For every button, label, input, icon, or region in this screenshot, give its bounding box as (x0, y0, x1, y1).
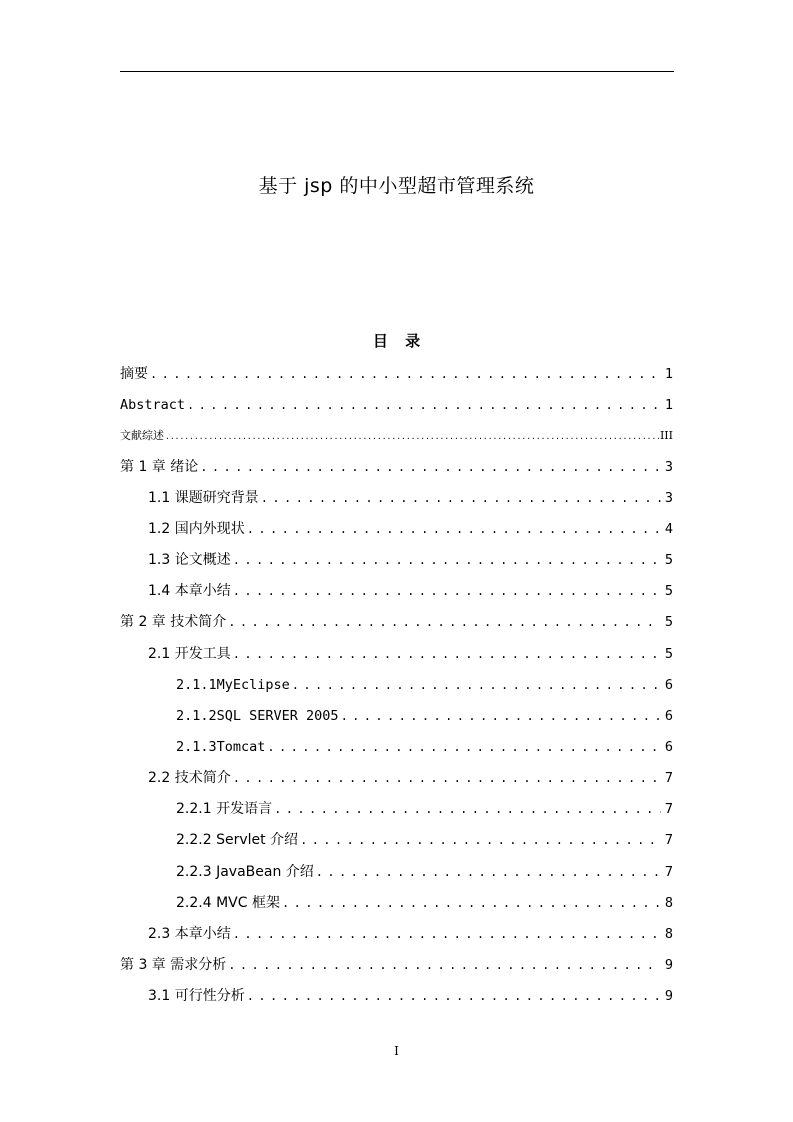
toc-entry-2-1-3[interactable] (176, 737, 673, 757)
toc-entry-1-4[interactable] (148, 581, 673, 601)
toc-dot-leader (282, 893, 661, 913)
toc-entry-chapter-1[interactable] (120, 457, 673, 477)
toc-entry-2-2[interactable] (148, 768, 673, 788)
toc-entry-label: 2.1.2SQL SERVER 2005 (176, 708, 339, 724)
toc-entry-3-1[interactable] (148, 986, 673, 1006)
toc-entry-2-2-1[interactable] (176, 799, 673, 819)
toc-dot-leader (316, 862, 661, 882)
toc-entry-page: 5 (664, 614, 673, 630)
toc-entry-label: 1.1 课题研究背景 (148, 490, 259, 506)
toc-entry-page: III (659, 429, 673, 442)
document-title: 基于 jsp 的中小型超市管理系统 (258, 175, 535, 197)
toc-entry-label: 2.3 本章小结 (148, 926, 231, 942)
toc-heading: 目 录 (372, 332, 427, 350)
toc-entry-label: 1.3 论文概述 (148, 552, 231, 568)
toc-entry-page: 9 (664, 988, 673, 1004)
toc-entry-page: 3 (664, 490, 673, 506)
toc-entry-label: 2.2.4 MVC 框架 (176, 895, 280, 911)
toc-entry-label: 2.2 技术简介 (148, 770, 231, 786)
toc-entry-2-3[interactable] (148, 924, 673, 944)
toc-entry-label: 2.2.2 Servlet 介绍 (176, 832, 299, 848)
toc-entry-1-1[interactable] (148, 488, 673, 508)
toc-entry-label: 2.1.1MyEclipse (176, 677, 290, 693)
toc-entry-1-3[interactable] (148, 550, 673, 570)
toc-entry-2-2-4[interactable] (176, 893, 673, 913)
toc-dot-leader (341, 706, 661, 726)
toc-entry-page: 6 (664, 708, 673, 724)
toc-dot-leader (233, 581, 661, 601)
toc-entry-2-2-2[interactable] (176, 830, 673, 850)
toc-entry-chapter-2[interactable] (120, 612, 673, 632)
toc-dot-leader (228, 955, 661, 975)
toc-entry-page: 6 (664, 739, 673, 755)
toc-entry-label: 1.4 本章小结 (148, 583, 231, 599)
toc-entry-page: 8 (664, 895, 673, 911)
toc-entry-label: 2.2.3 JavaBean 介绍 (176, 864, 314, 880)
toc-dot-leader (233, 924, 661, 944)
toc-dot-leader (274, 799, 661, 819)
toc-entry-label: 第 2 章 技术简介 (120, 614, 227, 630)
toc-entry-abstract-en[interactable] (120, 395, 673, 415)
toc-entry-abstract-cn[interactable] (120, 364, 673, 384)
toc-entry-label: 文献综述 (120, 429, 164, 442)
toc-dot-leader (247, 986, 661, 1006)
toc-entry-page: 5 (664, 583, 673, 599)
toc-entry-label: 第 3 章 需求分析 (120, 957, 227, 973)
toc-entry-label: 2.1.3Tomcat (176, 739, 266, 755)
toc-entry-2-1-2[interactable] (176, 706, 673, 726)
toc-entry-page: 7 (664, 832, 673, 848)
toc-entry-label: 1.2 国内外现状 (148, 521, 245, 537)
toc-entry-label: 3.1 可行性分析 (148, 988, 245, 1004)
toc-entry-page: 5 (664, 552, 673, 568)
toc-entry-chapter-3[interactable] (120, 955, 673, 975)
toc-dot-leader (261, 488, 661, 508)
toc-entry-page: 6 (664, 677, 673, 693)
toc-entry-2-1[interactable] (148, 644, 673, 664)
toc-entry-page: 9 (664, 957, 673, 973)
toc-dot-leader (267, 737, 660, 757)
toc-entry-page: 3 (664, 459, 673, 475)
toc-entry-page: 1 (664, 397, 673, 413)
toc-entry-2-1-1[interactable] (176, 675, 673, 695)
toc-dot-leader (228, 612, 661, 632)
toc-entry-label: 第 1 章 绪论 (120, 459, 199, 475)
toc-entry-page: 7 (664, 801, 673, 817)
toc-dot-leader (233, 768, 661, 788)
toc-dot-leader (233, 644, 661, 664)
toc-dot-leader (150, 364, 661, 384)
toc-entry-2-2-3[interactable] (176, 862, 673, 882)
toc-entry-page: 1 (664, 366, 673, 382)
toc-entry-label: Abstract (120, 397, 186, 413)
toc-entry-label: 摘要 (120, 366, 148, 382)
toc-entry-page: 4 (664, 521, 673, 537)
toc-entry-page: 8 (664, 926, 673, 942)
toc-entry-page: 5 (664, 646, 673, 662)
toc-dot-leader (165, 427, 659, 446)
toc-dot-leader (292, 675, 661, 695)
toc-entry-1-2[interactable] (148, 519, 673, 539)
toc-dot-leader (247, 519, 661, 539)
toc-entry-literature-review[interactable] (120, 426, 673, 446)
toc-entry-label: 2.1 开发工具 (148, 646, 231, 662)
toc-dot-leader (300, 830, 661, 850)
toc-dot-leader (233, 550, 661, 570)
toc-dot-leader (187, 395, 661, 415)
toc-entry-label: 2.2.1 开发语言 (176, 801, 273, 817)
toc-entry-page: 7 (664, 770, 673, 786)
toc-dot-leader (200, 457, 661, 477)
toc-entry-page: 7 (664, 864, 673, 880)
page-number: I (394, 1044, 399, 1058)
